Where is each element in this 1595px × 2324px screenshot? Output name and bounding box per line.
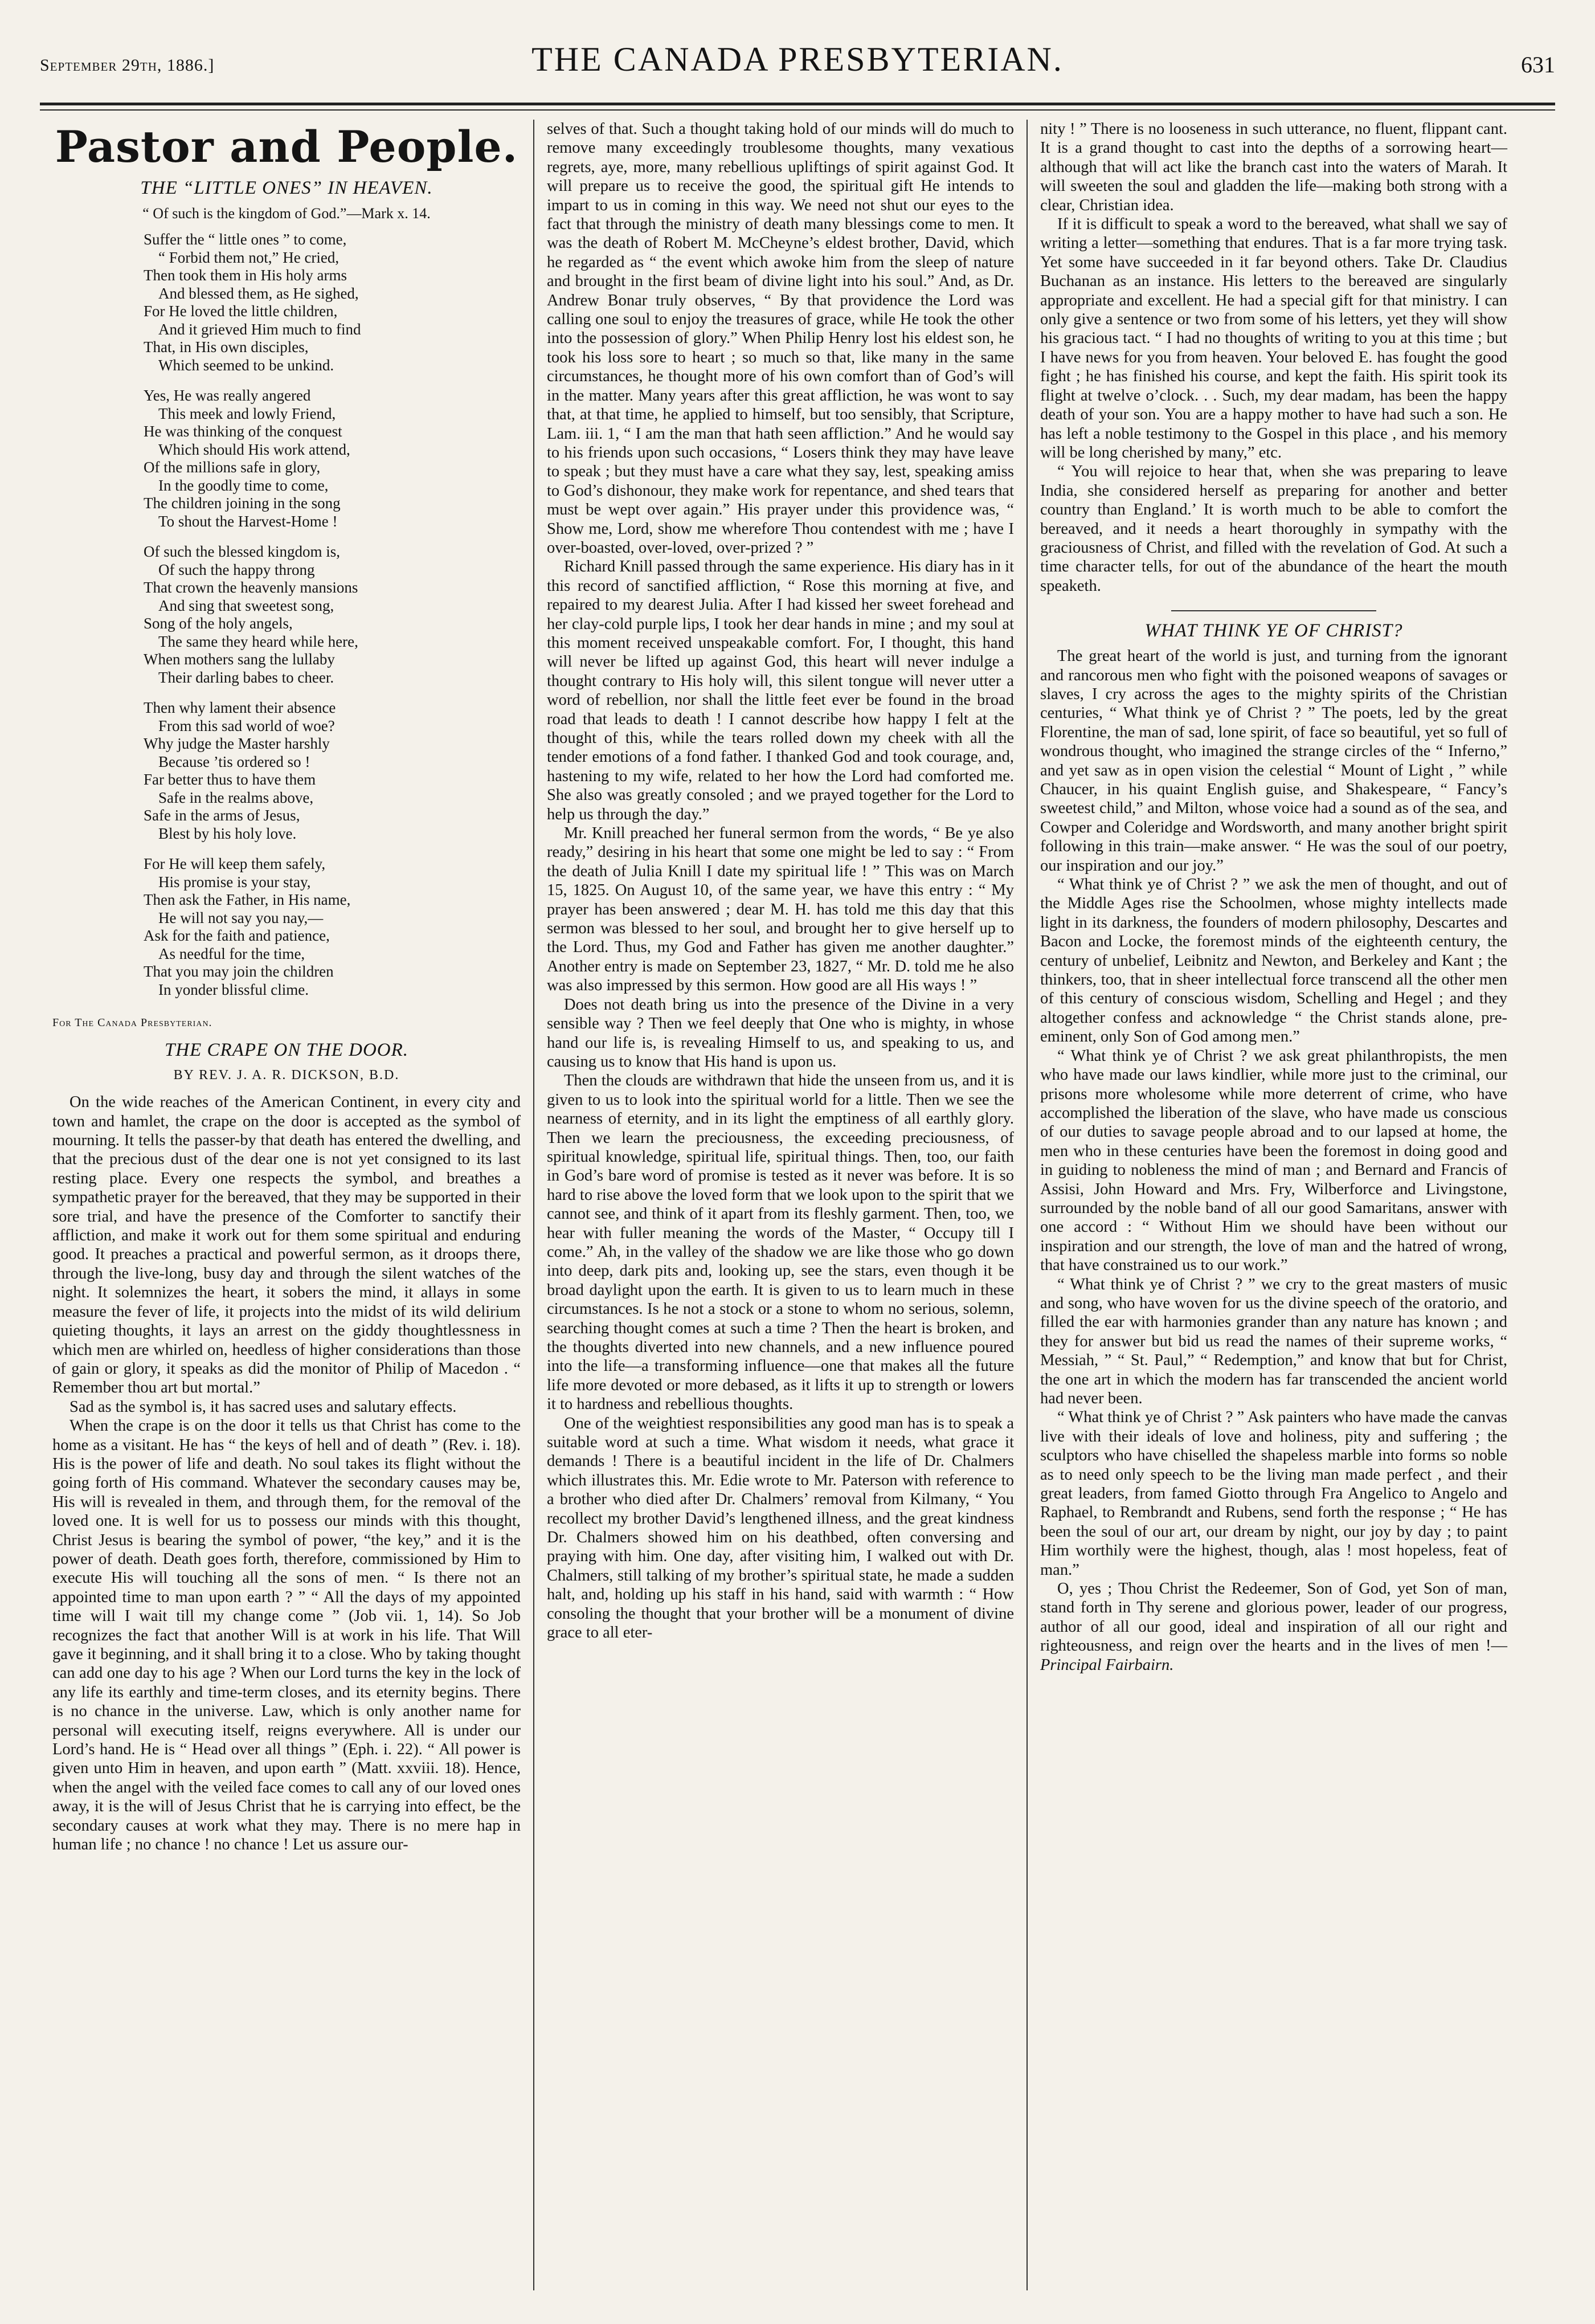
poem-line: Which should His work attend,: [158, 440, 350, 458]
poem-line: Ask for the faith and patience,: [144, 927, 330, 945]
paragraph: “ What think ye of Christ ? ” we ask the men of thought, and out of the Middle Ages rise the Schoolmen, whose mighty intellects made light in its darkness, the founders of modern philosophy, Descartes and Bacon and Locke, the foremost minds of the eighteenth century, the century of unbelief, Leibnitz and Newton, and Berkeley and Kant ; the thinkers, too, that in sheer intellectual force transcend all the other men of this century of conscious wisdom, Schelling and Hegel ; and they altogether confess and acknowledge “ the Christ stands alone, pre-eminent, only Son of God among men.”: [1040, 876, 1507, 1046]
header-rule: [40, 103, 1555, 105]
article-title: WHAT THINK YE OF CHRIST?: [1144, 620, 1403, 642]
columns: [40, 120, 1555, 2290]
paragraph: [1040, 1579, 1507, 1674]
poem-line: In the goodly time to come,: [158, 476, 329, 494]
poem-line: Blest by his holy love.: [158, 824, 297, 842]
paragraph: “ What think ye of Christ ? we ask great philanthropists, the men who have made our laws kindlier, while more just to the criminal, our prisons more wholesome while more deterrent of crime, who have accomplished the liberation of the slave, who have made us conscious of our duties to savage people abroad and to our lapsed at home, the men who in these centuries have been the foremost in doing good and in guiding to nobleness the mind of man ; and Bernard and Francis of Assisi, John Howard and Mrs. Fry, Wilberforce and Livingstone, surrounded by the noble band of all our good Samaritans, answer with one accord : “ Without Him we should have been without our inspiration and our strength, the love of man and the hatred of wrong, that have constrained us to our work.”: [1040, 1047, 1507, 1275]
poem-line: Of such the blessed kingdom is,: [144, 543, 340, 561]
paragraph: On the wide reaches of the American Continent, in every city and town and hamlet, the crape on the door is accepted as the symbol of mourning. It tells the passer-by that death has entered the dwelling, and that the precious dust of the dear one is not yet consigned to its last resting place. Every one respects the symbol, and breathes a sympathetic prayer for the bereaved, that they may be supported in their sore trial, and have the presence of the Comforter to sanctify their affliction, and make it work out for them some spiritual and enduring good. It preaches a practical and powerful sermon, as it droops there, through the live-long, busy day and through the silent watches of the night. It solemnizes the heart, it sobers the mind, it allays in some measure the fever of life, it projects into the midst of its wild delirium quieting thoughts, it lays an arrest on the giddy thoughtlessness in which men are whirled on, heedless of higher considerations than those of gain or glory, it speaks as did the monitor of Philip of Macedon . “ Remember thou art but mortal.”: [52, 1093, 521, 1397]
poem-line: This meek and lowly Friend,: [158, 405, 336, 422]
poem-line: He will not say you nay,—: [158, 909, 324, 926]
poem-line: That, in His own disciples,: [144, 338, 309, 356]
poem-line: Far better thus to have them: [144, 771, 316, 789]
poem-epigraph: “ Of such is the kingdom of God.”—Mark x. 14.: [142, 205, 431, 222]
paragraph: “ What think ye of Christ ? ” we cry to the great masters of music and song, who have woven for us the divine speech of the oratorio, and filled the ear with harmonies grander than any nature has known ; and they for answer but bid us read the names of their supreme works, “ Messiah, ” “ St. Paul,” “ Redemption,” and know that but for Christ, the one art in which the modern has far transcended the ancient world had never been.: [1040, 1275, 1507, 1407]
paragraph: “ What think ye of Christ ? ” Ask painters who have made the canvas live with their ideals of love and holiness, pity and suffering ; the sculptors who have chiselled the shapeless marble into forms so noble as to need only speech to be the living man made perfect , and their great leaders, from famed Giotto through Fra Angelico to Angelo and Raphael, to Rembrandt and Rubens, send forth the response ; “ He has been the soul of our art, our dream by night, our joy by day ; to paint Him worthily were the highest, though, alas ! most hopeless, feat of man.”: [1040, 1408, 1507, 1579]
poem-line: Their darling babes to cheer.: [158, 668, 334, 686]
poem-line: Then took them in His holy arms: [144, 267, 347, 284]
poem-line: From this sad world of woe?: [158, 717, 335, 734]
article-title: THE CRAPE ON THE DOOR.: [164, 1039, 409, 1060]
header-rule-thin: [40, 109, 1555, 111]
issue-date: September 29th, 1886.]: [40, 56, 215, 75]
poem-line: He was thinking of the conquest: [144, 423, 342, 440]
poem-line: Of the millions safe in glory,: [144, 459, 321, 476]
article-body: [52, 1093, 521, 1854]
poem-line: For He will keep them safely,: [144, 855, 326, 873]
poem-line: And it grieved Him much to find: [158, 320, 361, 338]
poem-line: Why judge the Master harshly: [144, 735, 330, 753]
poem-line: Song of the holy angels,: [144, 615, 293, 632]
poem-stanza: [144, 387, 521, 530]
page-number: 631: [1521, 52, 1555, 77]
article-separator: [1171, 610, 1376, 611]
paragraph: Then the clouds are withdrawn that hide the unseen from us, and it is given to us to look into the spiritual world for a little. Then we see the nearness of eternity, and in its light the emptiness of all earthly glory. Then we learn the preciousness, the exceeding preciousness, of spiritual knowledge, spiritual life, spiritual things. Then, too, our faith in God’s bare word of promise is tested as it never was before. It is so hard to rise above the loved form that we look upon to the spirit that we cannot see, and think of it apart from its fleshly garment. Then, too, we hear with fuller meaning the words of the Master, “ Occupy till I come.” Ah, in the valley of the shadow we are like those who go down into deep, dark pits and, looking up, see the stars, even though it be broad daylight upon the earth. It is given to us to learn much in these circumstances. Is he not a stock or a stone to whom no serious, solemn, searching thought comes at such a time ? Then the heart is broken, and the thoughts diverted into new channels, and a new influence poured into the life—a transforming influence—one that makes all the future life more devoted or more debased, as it lifts it up to strength or lowers it to hardness and rebellious thoughts.: [547, 1072, 1014, 1414]
paragraph: When the crape is on the door it tells us that Christ has come to the home as a visitant. He has “ the keys of hell and of death ” (Rev. i. 18). His is the power of life and death. No soul takes its flight without the going forth of His command. Whatever the secondary causes may be, His will is revealed in them, and through them, for the removal of the loved one. It is well for us to possess our minds with this thought, Christ Jesus is bearing the symbol of power, “the key,” and it is the power of death. Death goes forth, therefore, commissioned by Him to execute His will touching all the sons of men. “ Is there not an appointed time to man upon earth ? ” “ All the days of my appointed time will I wait till my change come ” (Job vii. 1, 14). So Job recognizes the fact that another Will is at work in his life. That Will gave it beginning, and it shall bring it to a close. Who by taking thought can add one day to his age ? When our Lord turns the key in the lock of any life its earthly and time-term closes, and its eternity begins. There is no chance in the universe. Law, which is only another name for personal will executing itself, reigns everywhere. All is under our Lord’s hand. He is “ Head over all things ” (Eph. i. 22). “ All power is given unto Him in heaven, and upon earth ” (Matt. xxviii. 18). Hence, when the angel with the veiled face comes to call any of our loved ones away, it is the will of Jesus Christ that he is carrying into effect, be the secondary causes at work what they may. There is no mere hap in human life ; no chance ! no chance ! Let us assure our-: [52, 1417, 521, 1854]
poem-line: Because ’tis ordered so !: [158, 753, 310, 770]
poem-line: The same they heard while here,: [158, 632, 358, 650]
poem-line: Which seemed to be unkind.: [158, 356, 334, 374]
poem-line: Then why lament their absence: [144, 699, 336, 717]
poem-line: “ Forbid them not,” He cried,: [158, 248, 340, 266]
poem-line: His promise is your stay,: [158, 873, 311, 891]
poem-line: To shout the Harvest-Home !: [158, 512, 338, 530]
poem-line: That crown the heavenly mansions: [144, 579, 358, 597]
poem-stanza: [144, 699, 521, 843]
signature: Principal Fairbairn.: [1040, 1656, 1174, 1674]
poem-line: For He loved the little children,: [144, 303, 338, 320]
poem-line: Yes, He was really angered: [144, 387, 311, 405]
poem-title: THE “LITTLE ONES” IN HEAVEN.: [140, 178, 433, 198]
poem-line: That you may join the children: [144, 963, 334, 981]
closing-text: O, yes ; Thou Christ the Redeemer, Son of God, yet Son of man, stand forth in Thy serene and glorious power, leader of our progress, author of all our good, ideal and inspiration of all our right and righteousness, and reign over the hearts and in the lives of men !—: [1040, 1580, 1507, 1655]
column-3: [1026, 120, 1520, 2290]
poem-stanza: [144, 855, 521, 999]
paragraph: One of the weightiest responsibilities any good man has is to speak a suitable word at such a time. What wisdom it needs, what grace it demands ! There is a beautiful incident in the life of Dr. Chalmers which illustrates this. Mr. Edie wrote to Mr. Paterson with reference to a brother who died after Dr. Chalmers’ removal from Kilmany, “ You recollect my brother David’s lengthened illness, and the great kindness Dr. Chalmers showed him on his deathbed, often conversing and praying with him. One day, after visiting him, I walked out with Dr. Chalmers, still talking of my brother’s spiritual state, he made a sudden halt, and, holding up his staff in his hand, said with warmth : “ How consoling the thought that your brother will be a monument of divine grace to all eter-: [547, 1414, 1014, 1642]
poem-line: And sing that sweetest song,: [158, 597, 334, 614]
newspaper-page: [40, 34, 1555, 2290]
paragraph: If it is difficult to speak a word to the bereaved, what shall we say of writing a letter—something that endures. That is a far more trying task. Yet some have succeeded in it far beyond others. Take Dr. Claudius Buchanan as an instance. His letters to the bereaved are singularly appropriate and excellent. He had a special gift for that ministry. I can only give a sentence or two from some of his letters, yet they will show his gracious tact. “ I had no thoughts of writing to you at this time ; but I have news for you from heaven. Your beloved E. has fought the good fight ; he has finished his course, and kept the faith. His spirit took its flight at twelve o’clock. . . Such, my dear madam, has been the happy death of your son. You are a happy mother to have had such a son. He has left a noble testimony to the Gospel in this place , and his memory will be long cherished by many,” etc.: [1040, 215, 1507, 461]
poem-line: As needful for the time,: [158, 945, 305, 962]
column-2: [533, 120, 1026, 2290]
column-1: [40, 120, 533, 2290]
paragraph: Does not death bring us into the presence of the Divine in a very sensible way ? Then we feel deeply that One who is mighty, in whose hand our life is, is revealing Himself to us, and speaking to us, and causing us to know that His hand is upon us.: [547, 995, 1014, 1071]
department-heading: Pastor and People.: [55, 121, 518, 172]
poem-line: Safe in the arms of Jesus,: [144, 807, 300, 824]
poem-stanza: [144, 543, 521, 687]
poem-line: When mothers sang the lullaby: [144, 651, 335, 668]
paragraph: The great heart of the world is just, and turning from the ignorant and rancorous men who fight with the poisoned weapons of savages or slaves, I cry across the ages to the mighty spirits of the Christian centuries, “ What think ye of Christ ? ” The poets, led by the great Florentine, the man of sad, lone spirit, of face so beautiful, yet so full of wondrous thought, who imagined the strange circles of the “ Inferno,” and yet saw as in open vision the celestial “ Mount of Light , ” while Chaucer, in his quaint English guise, and Shakespeare, “ Fancy’s sweetest child,” and Milton, whose voice had a sound as of the sea, and Cowper and Coleridge and Wordsworth, and many another bright spirit following in this train—make answer. “ He was the soul of our poetry, our inspiration and our joy.”: [1040, 647, 1507, 875]
poem-line: Of such the happy throng: [158, 561, 315, 578]
poem: [52, 231, 521, 999]
paragraph: selves of that. Such a thought taking hold of our minds will do much to remove many exceedingly troublesome thoughts, many vexatious regrets, aye, more, many rebellious upliftings of spirit against God. It will prepare us to receive the good, the spiritual gift He intends to impart to us in coming in this way. We need not shut our eyes to the fact that through the ministry of death many blessings come to men. It was the death of Robert M. McCheyne’s eldest brother, David, which he regarded as “ the event which awoke him from the sleep of nature and brought in the first beam of divine light into his soul.” And, as Dr. Andrew Bonar truly observes, “ By that providence the Lord was calling one soul to enjoy the treasures of grace, while He took the other into the possession of glory.” When Philip Henry lost his eldest son, he took his loss sore to heart ; so much so that, like many in the same circumstances, he thought more of his own comfort than of God’s will in the matter. Many years after this great affliction, he was wont to say that, at that time, he applied to himself, but too sensibly, that Scripture, Lam. iii. 1, “ I am the man that hath seen affliction.” And he would say to his friends upon such occasions, “ Losers think they may have leave to speak ; but they must have a care what they say, lest, speaking amiss to God’s dishonour, they make work for repentance, and shed tears that must be wept over again.” His prayer under this providence was, “ Show me, Lord, show me wherefore Thou contendest with me ; have I over-boasted, over-loved, over-prized ? ”: [547, 120, 1014, 557]
article-credit: For The Canada Presbyterian.: [52, 1016, 212, 1030]
poem-line: Safe in the realms above,: [158, 789, 314, 806]
poem-line: Suffer the “ little ones ” to come,: [144, 231, 347, 248]
running-head: [40, 34, 1555, 103]
paragraph: Richard Knill passed through the same experience. His diary has in it this record of sanctified affliction, “ Rose this morning at five, and repaired to my dearest Julia. After I had kissed her sweet forehead and her clay-cold purple lips, I took her dear hands in mine ; and my soul at this moment received unspeakable comfort. For, I thought, this hand will never be lifted up against God, this heart will never indulge a thought contrary to His holy will, this silent tongue will never utter a word of rebellion, nor shall the little feet ever be found in the broad road that leads to death ! I cannot describe how happy I felt at the thought of this, while the tears rolled down my cheek with all the tender emotions of a fond father. I thanked God and took courage, and, hastening to my wife, related to her how the Lord had comforted me. She also was greatly consoled ; and we prayed together for the Lord to help us through the day.”: [547, 558, 1014, 823]
paragraph: “ You will rejoice to hear that, when she was preparing to leave India, she considered herself as preparing for another and better country than England.’ It is worth much to be able to comfort the bereaved, and it needs a heart thoroughly in sympathy with the graciousness of Christ, and filled with the revelation of God. At such a time character tells, for out of the abundance of the heart the mouth speaketh.: [1040, 463, 1507, 595]
paper-title: THE CANADA PRESBYTERIAN.: [531, 40, 1064, 78]
paragraph: nity ! ” There is no looseness in such utterance, no fluent, flippant cant. It is a grand thought to cast into the depths of a sorrowing heart—although that will act like the branch cast into the waters of Marah. It will sweeten the soul and gladden the life—making both strong with a clear, Christian idea.: [1040, 120, 1507, 214]
poem-stanza: [144, 231, 521, 374]
poem-line: Then ask the Father, in His name,: [144, 891, 351, 909]
paragraph: Mr. Knill preached her funeral sermon from the words, “ Be ye also ready,” desiring in his heart that some one might be led to say : “ From the death of Julia Knill I date my spiritual life ! ” This was on March 15, 1825. On August 10, of the same year, we have this entry : “ My prayer has been answered ; dear M. H. has told me this day that this sermon was blessed to her soul, and brought her to give herself up to the Lord. Thus, my God and Father has given me another daughter.” Another entry is made on September 23, 1827, “ Mr. D. told me he also was also impressed by this sermon. How good are all His ways ! ”: [547, 824, 1014, 995]
poem-line: The children joining in the song: [144, 495, 341, 512]
paragraph: Sad as the symbol is, it has sacred uses and salutary effects.: [69, 1398, 457, 1416]
poem-line: In yonder blissful clime.: [158, 981, 309, 998]
article-byline: BY REV. J. A. R. DICKSON, B.D.: [173, 1067, 400, 1083]
poem-line: And blessed them, as He sighed,: [158, 284, 359, 302]
